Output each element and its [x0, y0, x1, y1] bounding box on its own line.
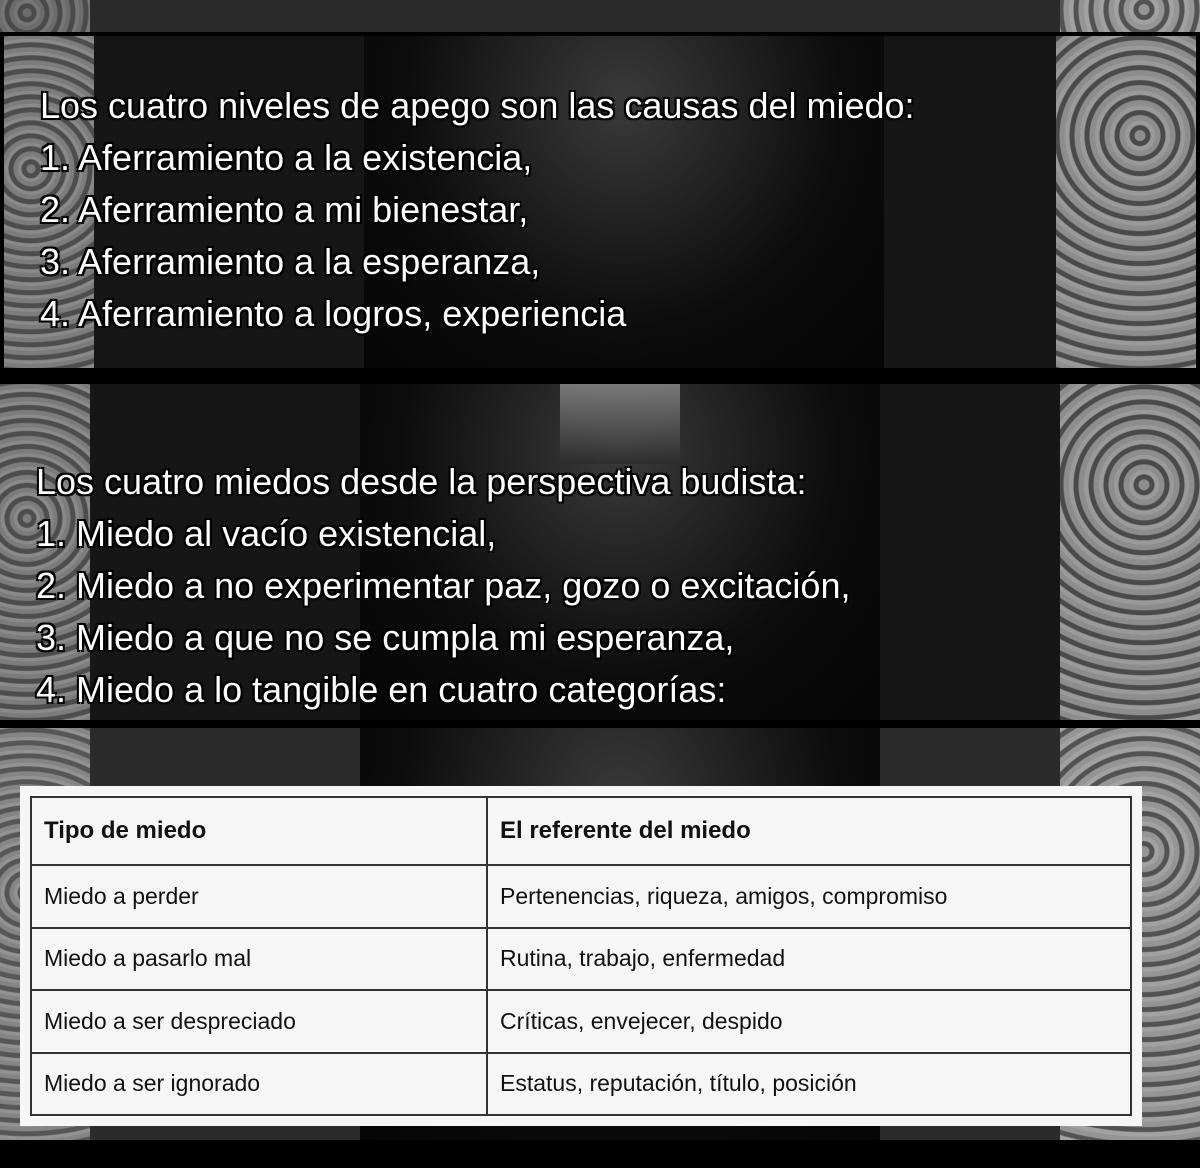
top-photo-strip [0, 0, 1200, 32]
table-cell: Críticas, envejecer, despido [487, 990, 1131, 1053]
apegos-caption [40, 80, 915, 340]
table-header: Tipo de miedo [31, 797, 487, 865]
table-cell: Miedo a perder [31, 865, 487, 928]
miedos-item: 4. Miedo a lo tangible en cuatro categorías: [36, 669, 727, 710]
apegos-item: 1. Aferramiento a la existencia, [40, 137, 533, 178]
bottom-bar [0, 1140, 1200, 1168]
fear-table [30, 796, 1132, 1116]
apegos-item: 4. Aferramiento a logros, experiencia [40, 293, 627, 334]
table-cell: Miedo a ser ignorado [31, 1053, 487, 1116]
table-header: El referente del miedo [487, 797, 1131, 865]
miedos-item: 2. Miedo a no experimentar paz, gozo o excitación, [36, 565, 851, 606]
miedos-item: 1. Miedo al vacío existencial, [36, 513, 497, 554]
table-cell: Estatus, reputación, título, posición [487, 1053, 1131, 1116]
apegos-title: Los cuatro niveles de apego son las causas del miedo: [40, 85, 915, 126]
panel-miedos [0, 384, 1200, 720]
decor-right [1060, 384, 1200, 720]
fear-table-container [20, 786, 1142, 1126]
table-row [31, 1053, 1131, 1116]
divider [0, 372, 1200, 384]
apegos-item: 2. Aferramiento a mi bienestar, [40, 189, 529, 230]
table-row [31, 928, 1131, 991]
decor-right [1060, 0, 1200, 32]
table-cell: Pertenencias, riqueza, amigos, compromiso [487, 865, 1131, 928]
divider [0, 720, 1200, 728]
apegos-item: 3. Aferramiento a la esperanza, [40, 241, 541, 282]
miedos-caption [36, 456, 850, 716]
panel-tabla [0, 728, 1200, 1140]
table-header-row [31, 797, 1131, 865]
table-row [31, 990, 1131, 1053]
panel-apegos [0, 32, 1200, 372]
miedos-item: 3. Miedo a que no se cumpla mi esperanza, [36, 617, 735, 658]
table-cell: Miedo a pasarlo mal [31, 928, 487, 991]
decor-right [1056, 36, 1196, 368]
table-cell: Miedo a ser despreciado [31, 990, 487, 1053]
decor-left [0, 0, 90, 32]
light-reflection [560, 384, 680, 464]
miedos-title: Los cuatro miedos desde la perspectiva budista: [36, 461, 807, 502]
table-row [31, 865, 1131, 928]
table-cell: Rutina, trabajo, enfermedad [487, 928, 1131, 991]
